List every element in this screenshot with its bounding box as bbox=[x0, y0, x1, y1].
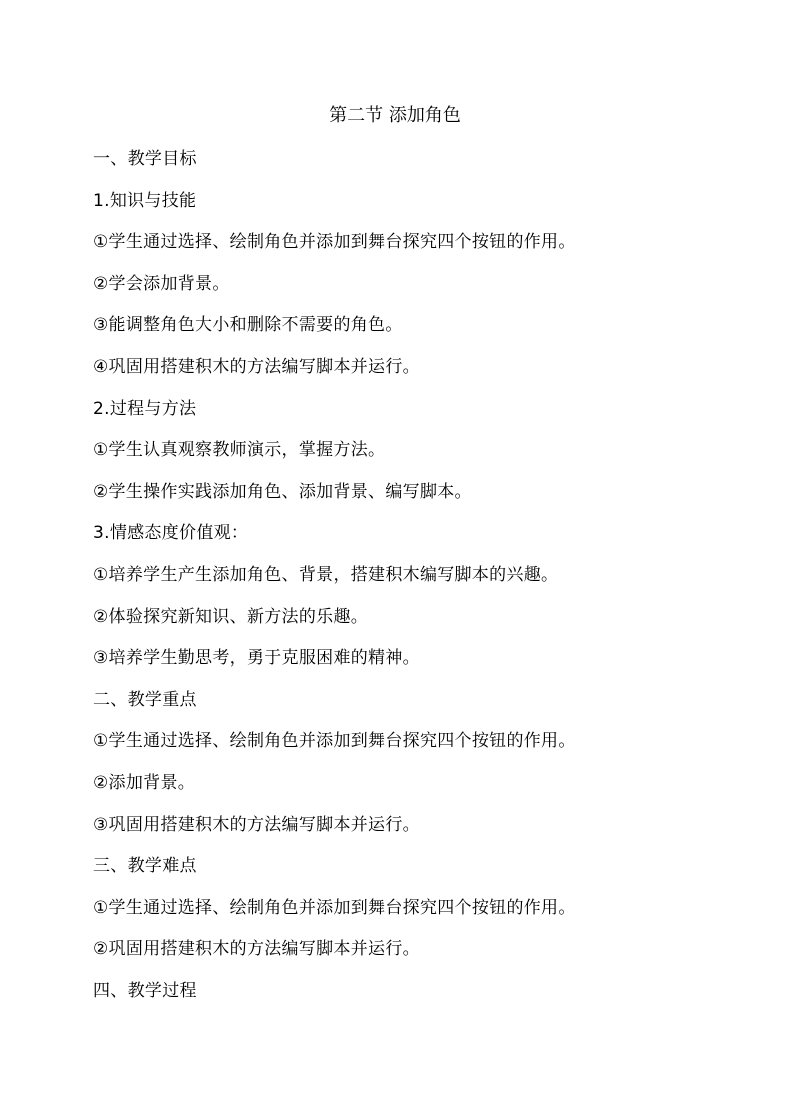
list-item: ④巩固用搭建积木的方法编写脚本并运行。 bbox=[93, 356, 420, 377]
list-item: ②添加背景。 bbox=[93, 772, 196, 793]
list-item: ③巩固用搭建积木的方法编写脚本并运行。 bbox=[93, 814, 420, 835]
list-item: ①学生通过选择、绘制角色并添加到舞台探究四个按钮的作用。 bbox=[93, 897, 576, 918]
document-body bbox=[93, 146, 733, 1019]
list-item: ②体验探究新知识、新方法的乐趣。 bbox=[93, 606, 369, 627]
list-item: ①学生认真观察教师演示，掌握方法。 bbox=[93, 440, 386, 461]
list-item: ②巩固用搭建积木的方法编写脚本并运行。 bbox=[93, 939, 420, 960]
list-item: ③培养学生勤思考，勇于克服困难的精神。 bbox=[93, 648, 420, 669]
section-title: 第二节 添加角色 bbox=[329, 105, 461, 126]
list-item: ②学会添加背景。 bbox=[93, 273, 230, 294]
list-item: ①培养学生产生添加角色、背景，搭建积木编写脚本的兴趣。 bbox=[93, 564, 559, 585]
subheading-knowledge-skills: 1.知识与技能 bbox=[93, 190, 197, 211]
list-item: ①学生通过选择、绘制角色并添加到舞台探究四个按钮的作用。 bbox=[93, 232, 576, 253]
subheading-attitude-values: 3.情感态度价值观： bbox=[93, 523, 249, 544]
heading-objectives: 一、教学目标 bbox=[93, 149, 197, 169]
heading-difficulties: 三、教学难点 bbox=[93, 856, 197, 877]
subheading-process-methods: 2.过程与方法 bbox=[93, 398, 197, 419]
heading-teaching-process: 四、教学过程 bbox=[93, 980, 197, 1001]
list-item: ②学生操作实践添加角色、添加背景、编写脚本。 bbox=[93, 481, 472, 502]
heading-key-points: 二、教学重点 bbox=[93, 689, 197, 710]
list-item: ①学生通过选择、绘制角色并添加到舞台探究四个按钮的作用。 bbox=[93, 731, 576, 752]
list-item: ③能调整角色大小和删除不需要的角色。 bbox=[93, 315, 403, 336]
